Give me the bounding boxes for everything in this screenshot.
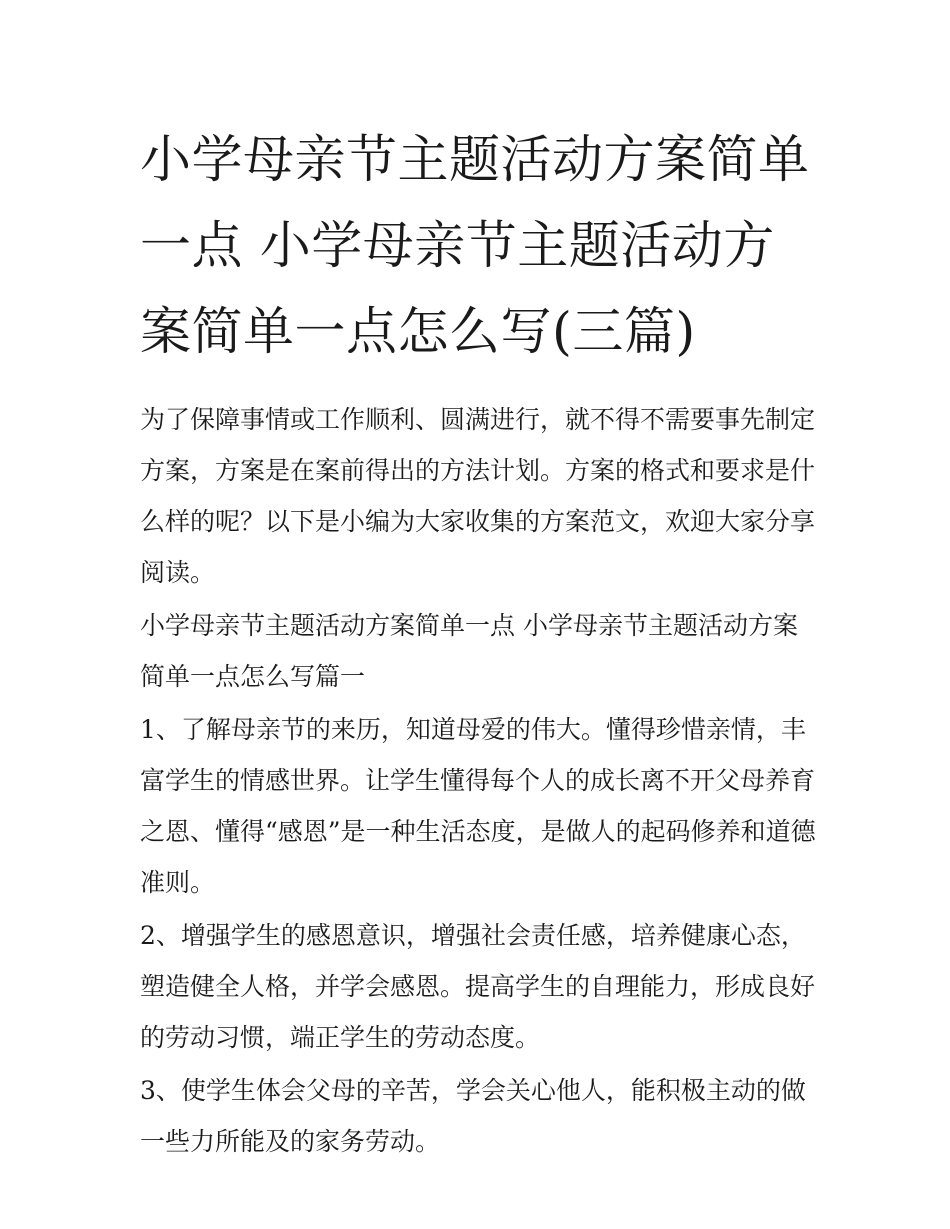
goal-item-3: 3、使学生体会父母的辛苦，学会关心他人，能积极主动的做一些力所能及的家务劳动。 — [140, 1076, 806, 1156]
document-title: 小学母亲节主题活动方案简单一点 小学母亲节主题活动方案简单一点怎么写(三篇) — [140, 131, 810, 362]
goal-item-1: 1、了解母亲节的来历，知道母爱的伟大。懂得珍惜亲情，丰富学生的情感世界。让学生懂得每个人的成长离不开父母养育之恩、懂得“感恩”是一种生活态度，是做人的起码修养和道德准则。 — [140, 715, 816, 897]
document-page — [140, 118, 820, 1167]
intro-paragraph: 为了保障事情或工作顺利、圆满进行，就不得不需要事先制定方案，方案是在案前得出的方法计划。方案的格式和要求是什么样的呢？以下是小编为大家收集的方案范文，欢迎大家分享阅读。 — [140, 405, 816, 587]
goal-item-2: 2、增强学生的感恩意识，增强社会责任感，培养健康心态，塑造健全人格，并学会感恩。提高学生的自理能力，形成良好的劳动习惯，端正学生的劳动态度。 — [140, 921, 816, 1052]
section-heading: 小学母亲节主题活动方案简单一点 小学母亲节主题活动方案简单一点怎么写篇一 — [140, 611, 798, 691]
